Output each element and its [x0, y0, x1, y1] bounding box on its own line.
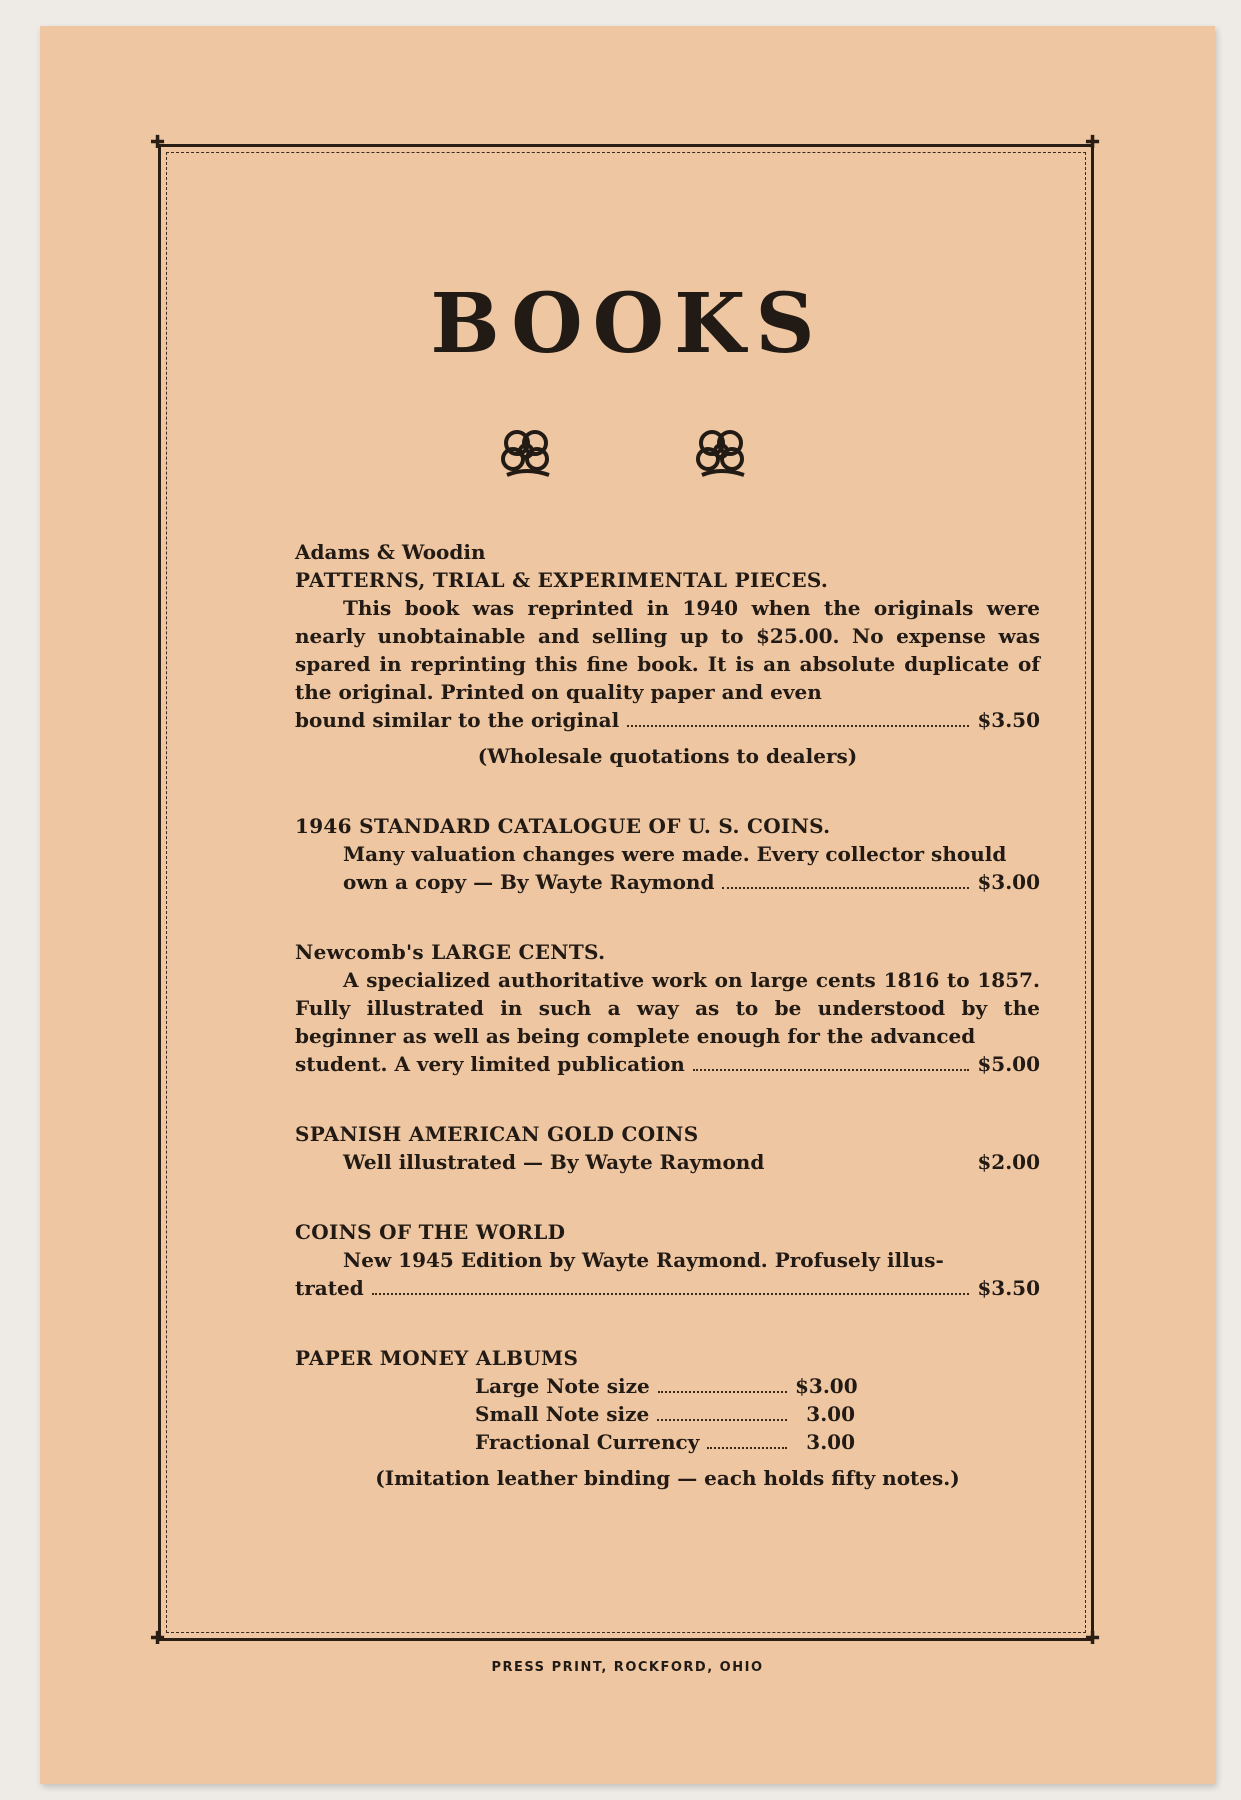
album-row: [475, 1428, 855, 1456]
flower-ornament-icon: [495, 421, 557, 483]
album-label: Fractional Currency: [475, 1430, 700, 1454]
album-row: [475, 1400, 855, 1428]
printer-credit: PRESS PRINT, ROCKFORD, OHIO: [491, 1660, 764, 1675]
corner-ornament-icon: ✚: [150, 1628, 166, 1649]
price-line: [295, 1148, 1040, 1176]
price-line-text: bound similar to the original: [295, 708, 620, 732]
ornament-row: [40, 421, 1215, 491]
album-row: [475, 1372, 858, 1400]
albums-entry: [295, 1344, 1040, 1492]
dot-leader: [722, 887, 969, 889]
book-title: PATTERNS, TRIAL & EXPERIMENTAL PIECES.: [295, 568, 829, 592]
albums-title: PAPER MONEY ALBUMS: [295, 1346, 579, 1370]
book-title: 1946 STANDARD CATALOGUE OF U. S. COINS.: [295, 814, 831, 838]
book-description: A specialized authoritative work on large cents 1816 to 1857. Fully illustrated in such a way as to be understood by the beginner as well as being complete enough for the advanced: [295, 968, 1040, 1048]
price-line-text: trated: [295, 1276, 364, 1300]
album-label: Large Note size: [475, 1374, 650, 1398]
book-title: COINS OF THE WORLD: [295, 1220, 566, 1244]
book-entry: [295, 1218, 1040, 1302]
price-line-text: own a copy — By Wayte Raymond: [343, 870, 715, 894]
album-price: $3.00: [795, 1374, 858, 1398]
printed-page: [40, 26, 1215, 1784]
price-line-text: student. A very limited publication: [295, 1052, 685, 1076]
price-line: [295, 1274, 1040, 1302]
album-price: 3.00: [806, 1430, 855, 1454]
page-title: BOOKS: [430, 276, 825, 372]
price-line: [295, 1050, 1040, 1078]
albums-list: [475, 1372, 858, 1456]
dot-leader: [707, 1447, 787, 1449]
book-description: New 1945 Edition by Wayte Raymond. Profusely illus-: [343, 1248, 944, 1272]
dot-leader: [627, 725, 969, 727]
book-price: $3.50: [977, 708, 1040, 732]
book-note: (Wholesale quotations to dealers): [477, 744, 858, 768]
dot-leader: [658, 1391, 787, 1393]
book-price: $3.50: [977, 1276, 1040, 1300]
corner-ornament-icon: ✚: [1085, 1628, 1101, 1649]
book-description: Many valuation changes were made. Every collector should: [343, 842, 1007, 866]
book-entry: [295, 938, 1040, 1078]
book-description: This book was reprinted in 1940 when the originals were nearly unobtainable and selling up to $25.00. No expense was spared in reprinting this fine book. It is an absolute duplicate of the original. Printed on quality paper and even: [295, 596, 1040, 704]
corner-ornament-icon: ✚: [1085, 132, 1101, 153]
flower-ornament-icon: [690, 421, 752, 483]
albums-note: (Imitation leather binding — each holds fifty notes.): [375, 1466, 960, 1490]
corner-ornament-icon: ✚: [150, 132, 166, 153]
dot-leader: [372, 1293, 970, 1295]
book-list: [295, 538, 1040, 1534]
book-title: SPANISH AMERICAN GOLD COINS: [295, 1122, 699, 1146]
album-price: 3.00: [806, 1402, 855, 1426]
book-price: $3.00: [977, 870, 1040, 894]
book-author: Adams & Woodin: [295, 540, 486, 564]
dot-leader: [693, 1069, 970, 1071]
album-label: Small Note size: [475, 1402, 650, 1426]
dot-leader: [657, 1419, 787, 1421]
price-line: [295, 868, 1040, 896]
book-price: $2.00: [977, 1150, 1040, 1174]
book-entry: [295, 538, 1040, 770]
book-entry: [295, 1120, 1040, 1176]
price-line-text: Well illustrated — By Wayte Raymond: [343, 1150, 765, 1174]
book-title: Newcomb's LARGE CENTS.: [295, 940, 606, 964]
price-line: [295, 706, 1040, 734]
book-price: $5.00: [977, 1052, 1040, 1076]
book-entry: [295, 812, 1040, 896]
